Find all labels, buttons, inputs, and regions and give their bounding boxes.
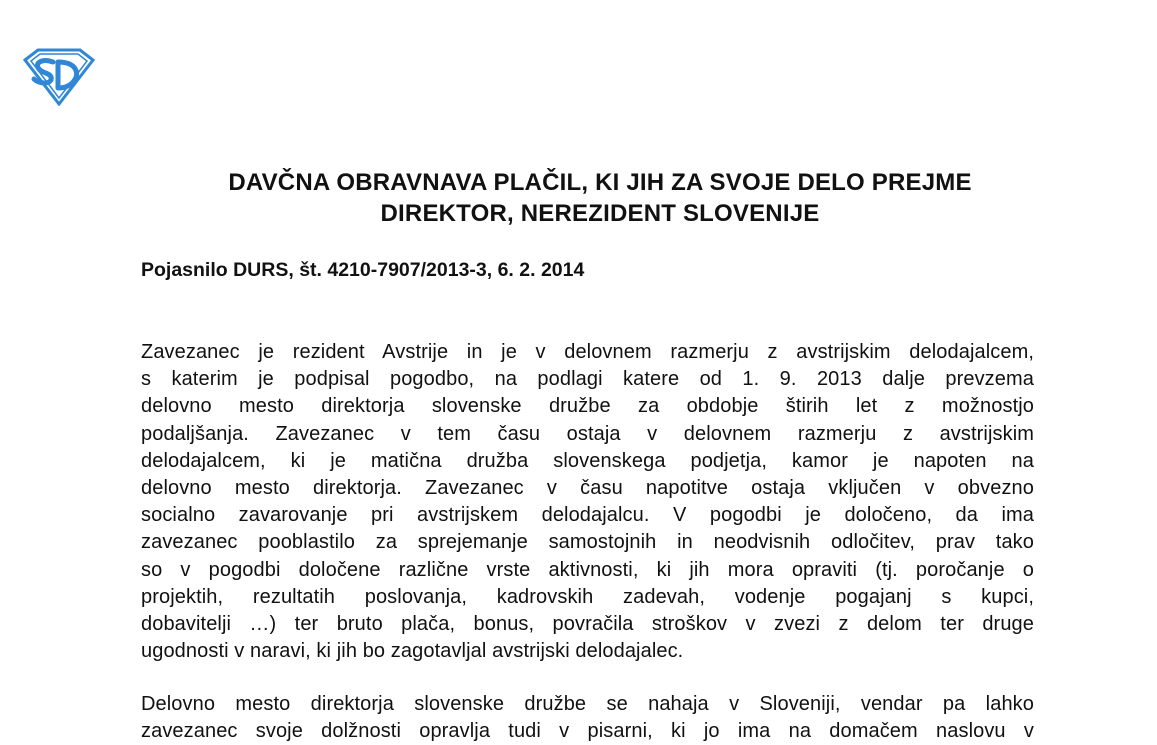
title-line-1: DAVČNA OBRAVNAVA PLAČIL, KI JIH ZA SVOJE DELO PREJME: [228, 169, 972, 196]
text-line: zavezanec svoje dolžnosti opravlja tudi v pisarni, ki jo ima na domačem naslovu v: [141, 720, 1034, 743]
text-line: socialno zavarovanje pri avstrijskem delodajalcu. V pogodbi je določeno, da ima: [141, 504, 1034, 527]
text-line: podaljšanja. Zavezanec v tem času ostaja v delovnem razmerju z avstrijskim: [141, 422, 1034, 445]
text-line: delovno mesto direktorja slovenske družbe za obdobje štirih let z možnostjo: [141, 395, 1034, 418]
text-line: dobavitelji …) ter bruto plača, bonus, povračila stroškov v zvezi z delom ter druge: [141, 613, 1034, 636]
document-subtitle: Pojasnilo DURS, št. 4210-7907/2013-3, 6. 2. 2014: [141, 259, 585, 281]
title-line-2: DIREKTOR, NEREZIDENT SLOVENIJE: [380, 200, 820, 227]
company-logo: [22, 48, 96, 106]
text-line: Delovno mesto direktorja slovenske družbe se nahaja v Sloveniji, vendar pa lahko: [141, 693, 1034, 715]
paragraph-1: [141, 339, 1034, 665]
text-line: ugodnosti v naravi, ki jih bo zagotavljal avstrijski delodajalec.: [141, 640, 684, 663]
text-line: Zavezanec je rezident Avstrije in je v delovnem razmerju z avstrijskim delodajalcem,: [141, 341, 1034, 363]
paragraph-2: [141, 691, 1034, 745]
text-line: projektih, rezultatih poslovanja, kadrovskih zadevah, vodenje pogajanj s kupci,: [141, 585, 1034, 608]
text-line: so v pogodbi določene različne vrste aktivnosti, ki jih mora opraviti (tj. poročanje o: [141, 558, 1034, 581]
text-line: s katerim je podpisal pogodbo, na podlagi katere od 1. 9. 2013 dalje prevzema: [141, 368, 1034, 391]
text-line: delodajalcem, ki je matična družba slovenskega podjetja, kamor je napoten na: [141, 449, 1034, 472]
text-line: zavezanec pooblastilo za sprejemanje samostojnih in neodvisnih odločitev, prav tako: [141, 531, 1034, 554]
document-title: [100, 167, 1100, 229]
text-line: delovno mesto direktorja. Zavezanec v času napotitve ostaja vključen v obvezno: [141, 477, 1034, 500]
